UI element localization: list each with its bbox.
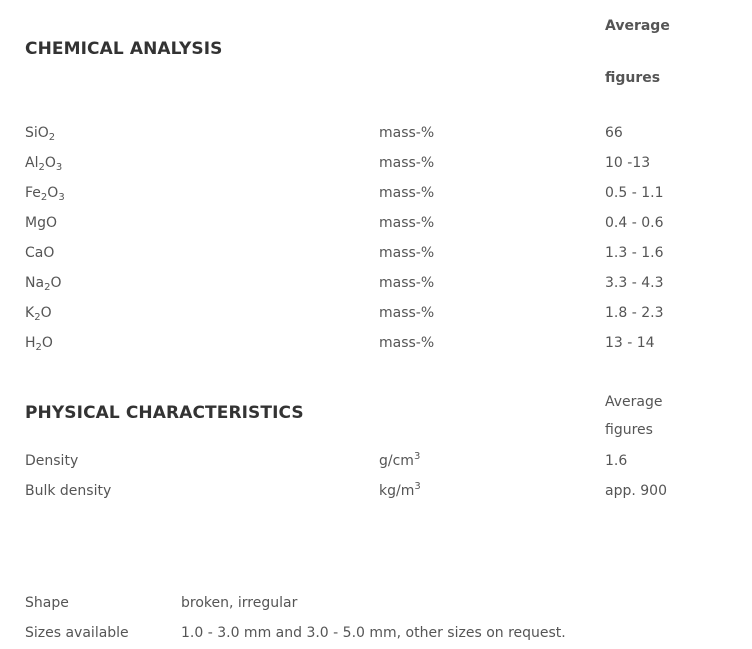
- chemical-average-header-line2: figures: [605, 70, 661, 86]
- compound-subscript: 2: [48, 132, 56, 143]
- chemical-compound-name: [25, 274, 61, 292]
- chemical-value: 3.3 - 4.3: [605, 275, 664, 291]
- unit-base: kg/m: [379, 483, 415, 499]
- chemical-compound-name: [25, 244, 54, 262]
- chemical-compound-name: [25, 214, 57, 232]
- compound-base: SiO: [25, 125, 49, 141]
- compound-subscript: 2: [38, 162, 45, 173]
- physical-property-name: Bulk density: [25, 483, 112, 499]
- chemical-value: 0.5 - 1.1: [605, 185, 664, 201]
- compound-mid: O: [40, 305, 52, 321]
- physical-property-name: Density: [25, 453, 79, 469]
- physical-average-header-line1: Average: [605, 394, 663, 410]
- compound-base: Al: [25, 155, 39, 171]
- unit-superscript: 3: [413, 451, 421, 462]
- chemical-unit: mass-%: [379, 155, 435, 171]
- compound-mid: O: [44, 155, 56, 171]
- compound-mid: O: [50, 275, 62, 291]
- chemical-unit: mass-%: [379, 275, 435, 291]
- compound-base: H: [25, 335, 36, 351]
- compound-subscript: 2: [44, 282, 51, 293]
- chemical-analysis-title: CHEMICAL ANALYSIS: [25, 39, 223, 59]
- chemical-unit: mass-%: [379, 215, 435, 231]
- physical-value: app. 900: [605, 483, 667, 499]
- product-info-value: 1.0 - 3.0 mm and 3.0 - 5.0 mm, other sizes on request.: [181, 625, 566, 641]
- chemical-unit: mass-%: [379, 245, 435, 261]
- chemical-compound-name: [25, 304, 52, 322]
- chemical-compound-name: [25, 334, 53, 352]
- compound-mid: O: [41, 335, 53, 351]
- physical-characteristics-title: PHYSICAL CHARACTERISTICS: [25, 403, 304, 423]
- compound-mid: O: [47, 185, 59, 201]
- physical-average-header-line2: figures: [605, 422, 653, 438]
- chemical-value: 66: [605, 125, 623, 141]
- chemical-compound-name: [25, 154, 62, 172]
- compound-subscript: 2: [40, 192, 48, 203]
- physical-unit: [379, 482, 421, 500]
- compound-base: K: [25, 305, 35, 321]
- unit-superscript: 3: [414, 481, 421, 492]
- product-info-label: Sizes available: [25, 625, 129, 641]
- compound-subscript: 2: [34, 312, 41, 323]
- chemical-average-header-line1: Average: [605, 18, 670, 34]
- chemical-value: 10 -13: [605, 155, 651, 171]
- compound-base: Fe: [25, 185, 41, 201]
- compound-base: CaO: [25, 245, 55, 261]
- physical-unit: [379, 452, 420, 470]
- product-info-label: Shape: [25, 595, 69, 611]
- chemical-value: 1.3 - 1.6: [605, 245, 664, 261]
- physical-value: 1.6: [605, 453, 628, 469]
- compound-subscript: 2: [35, 342, 42, 353]
- chemical-unit: mass-%: [379, 305, 435, 321]
- chemical-value: 13 - 14: [605, 335, 655, 351]
- compound-subscript: 3: [58, 192, 65, 203]
- chemical-compound-name: [25, 184, 65, 202]
- compound-base: MgO: [25, 215, 57, 231]
- product-info-value: broken, irregular: [181, 595, 298, 611]
- unit-base: g/cm: [379, 453, 414, 469]
- compound-subscript: 3: [55, 162, 63, 173]
- chemical-unit: mass-%: [379, 335, 435, 351]
- chemical-value: 1.8 - 2.3: [605, 305, 664, 321]
- chemical-unit: mass-%: [379, 125, 435, 141]
- chemical-value: 0.4 - 0.6: [605, 215, 664, 231]
- chemical-compound-name: [25, 124, 55, 142]
- compound-base: Na: [25, 275, 45, 291]
- chemical-unit: mass-%: [379, 185, 435, 201]
